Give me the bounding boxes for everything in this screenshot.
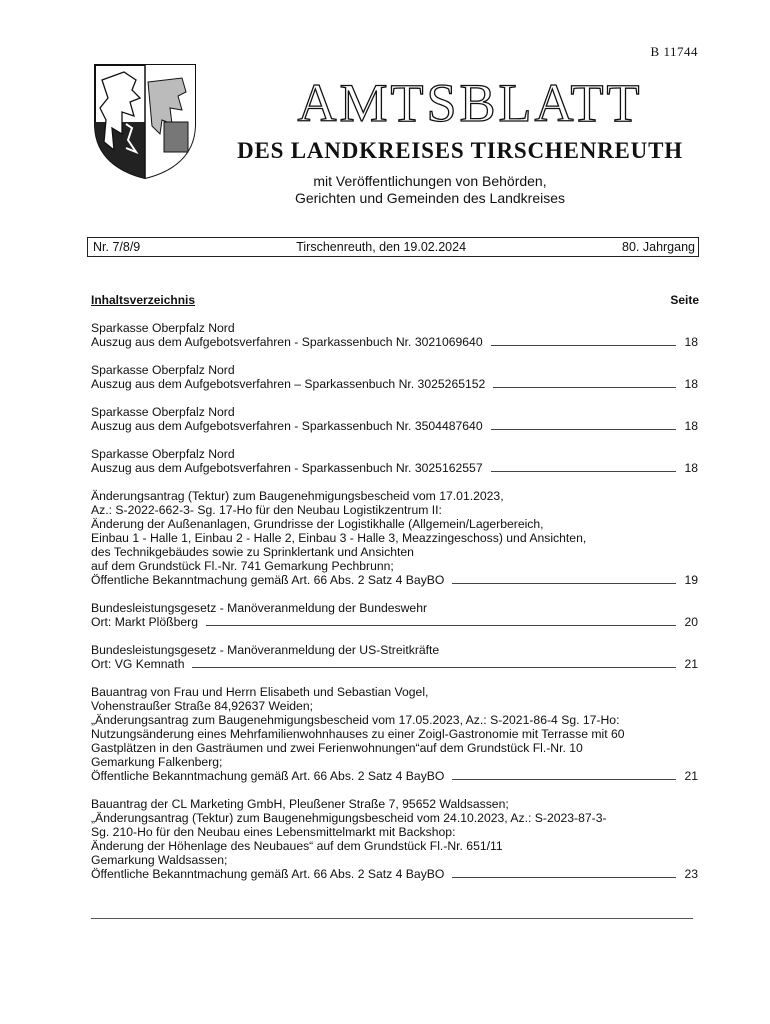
toc-entry-line: „Änderungsantrag zum Baugenehmigungsbescheid vom 17.05.2023, Az.: S-2021-86-4 Sg. 17-Ho: [91,713,620,727]
toc-entry-line: Änderung der Außenanlagen, Grundrisse der Logistikhalle (Allgemein/Lagerbereich, [91,517,544,531]
toc-entry-text: Auszug aus dem Aufgebotsverfahren - Sparkassenbuch Nr. 3504487640 [91,419,483,433]
toc-entry [91,601,698,629]
toc-entry-line: Sparkasse Oberpfalz Nord [91,405,235,419]
issue-number: Nr. 7/8/9 [93,240,141,254]
toc-entry-text: Ort: VG Kemnath [91,657,185,671]
issue-info-bar [87,237,699,257]
toc-entry-line: des Technikgebäudes sowie zu Sprinklertank und Ansichten [91,545,414,559]
toc-entry [91,685,698,783]
toc-entry [91,363,698,391]
toc-leader-line [491,344,676,346]
toc-entry-last-line [91,615,698,629]
toc-entry-text: Auszug aus dem Aufgebotsverfahren - Sparkassenbuch Nr. 3021069640 [91,335,483,349]
publication-title: AMTSBLATT [297,73,643,133]
toc-entry-last-line [91,377,698,391]
toc-entry [91,447,698,475]
toc-leader-line [192,666,676,668]
place-date: Tirschenreuth, den 19.02.2024 [296,240,467,254]
toc-heading: Inhaltsverzeichnis [91,293,196,307]
bottom-rule [91,918,693,919]
toc-entry-line: Bauantrag der CL Marketing GmbH, Pleußener Straße 7, 95652 Waldsassen; [91,797,509,811]
toc-entry-last-line [91,335,698,349]
toc-page-number: 21 [684,657,698,671]
toc-leader-line [452,876,676,878]
toc-page-number: 21 [684,769,698,783]
toc-entry-line: Sparkasse Oberpfalz Nord [91,321,235,335]
toc-entry-line: Gemarkung Waldsassen; [91,853,228,867]
toc-entry-last-line [91,573,698,587]
toc-entry-line: Vohenstraußer Straße 84,92637 Weiden; [91,699,313,713]
toc-entry-line: Änderungsantrag (Tektur) zum Baugenehmigungsbescheid vom 17.01.2023, [91,489,504,503]
toc-entry-line: Bauantrag von Frau und Herrn Elisabeth und Sebastian Vogel, [91,685,429,699]
publication-code: B 11744 [650,44,698,59]
toc-entry-line: Bundesleistungsgesetz - Manöveranmeldung der US-Streitkräfte [91,643,440,657]
toc-entry-line: „Änderungsantrag (Tektur) zum Baugenehmigungsbescheid vom 24.10.2023, Az.: S-2023-87-3- [91,811,607,825]
toc-leader-line [206,624,676,626]
volume-year: 80. Jahrgang [622,240,695,254]
toc-entry-last-line [91,657,698,671]
toc-leader-line [493,386,676,388]
description-line: Gerichten und Gemeinden des Landkreises [294,190,566,206]
toc-entry [91,797,698,881]
toc-entry-last-line [91,769,698,783]
toc-entry-line: Einbau 1 - Halle 1, Einbau 2 - Halle 2, Einbau 3 - Halle 3, Meazzingeschoss) und Ansichten, [91,531,587,545]
toc-page-number: 18 [684,335,698,349]
publication-subtitle: DES LANDKREISES TIRSCHENREUTH [237,138,683,163]
toc-leader-line [452,778,676,780]
toc-page-number: 20 [684,615,698,629]
toc-header [91,293,699,307]
toc-leader-line [452,582,676,584]
toc-entry-last-line [91,867,698,881]
toc-entry-line: Sg. 210-Ho für den Neubau eines Lebensmittelmarkt mit Backshop: [91,825,456,839]
description-line: mit Veröffentlichungen von Behörden, [313,173,547,189]
toc-entry-line: Az.: S-2022-662-3- Sg. 17-Ho für den Neubau Logistikzentrum II: [91,503,442,517]
toc-page-number: 23 [684,867,698,881]
toc-entry-text: Öffentliche Bekanntmachung gemäß Art. 66 Abs. 2 Satz 4 BayBO [91,769,445,783]
publication-description [230,173,630,207]
toc-entry-line: Gastplätzen in den Gasträumen und zwei Ferienwohnungen“auf dem Grundstück Fl.-Nr. 10 [91,741,583,755]
toc-entry [91,405,698,433]
toc-page-heading: Seite [670,293,699,307]
toc-entry-line: auf dem Grundstück Fl.-Nr. 741 Gemarkung Pechbrunn; [91,559,394,573]
toc-entry-text: Öffentliche Bekanntmachung gemäß Art. 66 Abs. 2 Satz 4 BayBO [91,573,445,587]
toc-entry-line: Sparkasse Oberpfalz Nord [91,447,235,461]
toc-leader-line [491,428,676,430]
toc-entry-line: Gemarkung Falkenberg; [91,755,223,769]
toc-page-number: 18 [684,377,698,391]
toc-page-number: 18 [684,419,698,433]
toc-entry [91,643,698,671]
toc-entry-last-line [91,461,698,475]
toc-entry-line: Sparkasse Oberpfalz Nord [91,363,235,377]
toc-entry-text: Öffentliche Bekanntmachung gemäß Art. 66 Abs. 2 Satz 4 BayBO [91,867,445,881]
toc-entry [91,321,698,349]
toc-entry-line: Bundesleistungsgesetz - Manöveranmeldung der Bundeswehr [91,601,428,615]
toc-leader-line [491,470,676,472]
toc-entry-line: Nutzungsänderung eines Mehrfamilienwohnhauses zu einer Zoigl-Gastronomie mit Terrasse mit 60 [91,727,625,741]
toc-entry-text: Auszug aus dem Aufgebotsverfahren - Sparkassenbuch Nr. 3025162557 [91,461,483,475]
toc-page-number: 19 [684,573,698,587]
toc-entry-line: Änderung der Höhenlage des Neubaues“ auf dem Grundstück Fl.-Nr. 651/11 [91,839,503,853]
toc-entry-text: Auszug aus dem Aufgebotsverfahren – Sparkassenbuch Nr. 3025265152 [91,377,486,391]
toc-entry [91,489,698,587]
toc-entry-text: Ort: Markt Plößberg [91,615,199,629]
toc-entry-last-line [91,419,698,433]
coat-of-arms-icon [92,62,198,180]
toc-page-number: 18 [684,461,698,475]
table-of-contents [91,321,698,895]
